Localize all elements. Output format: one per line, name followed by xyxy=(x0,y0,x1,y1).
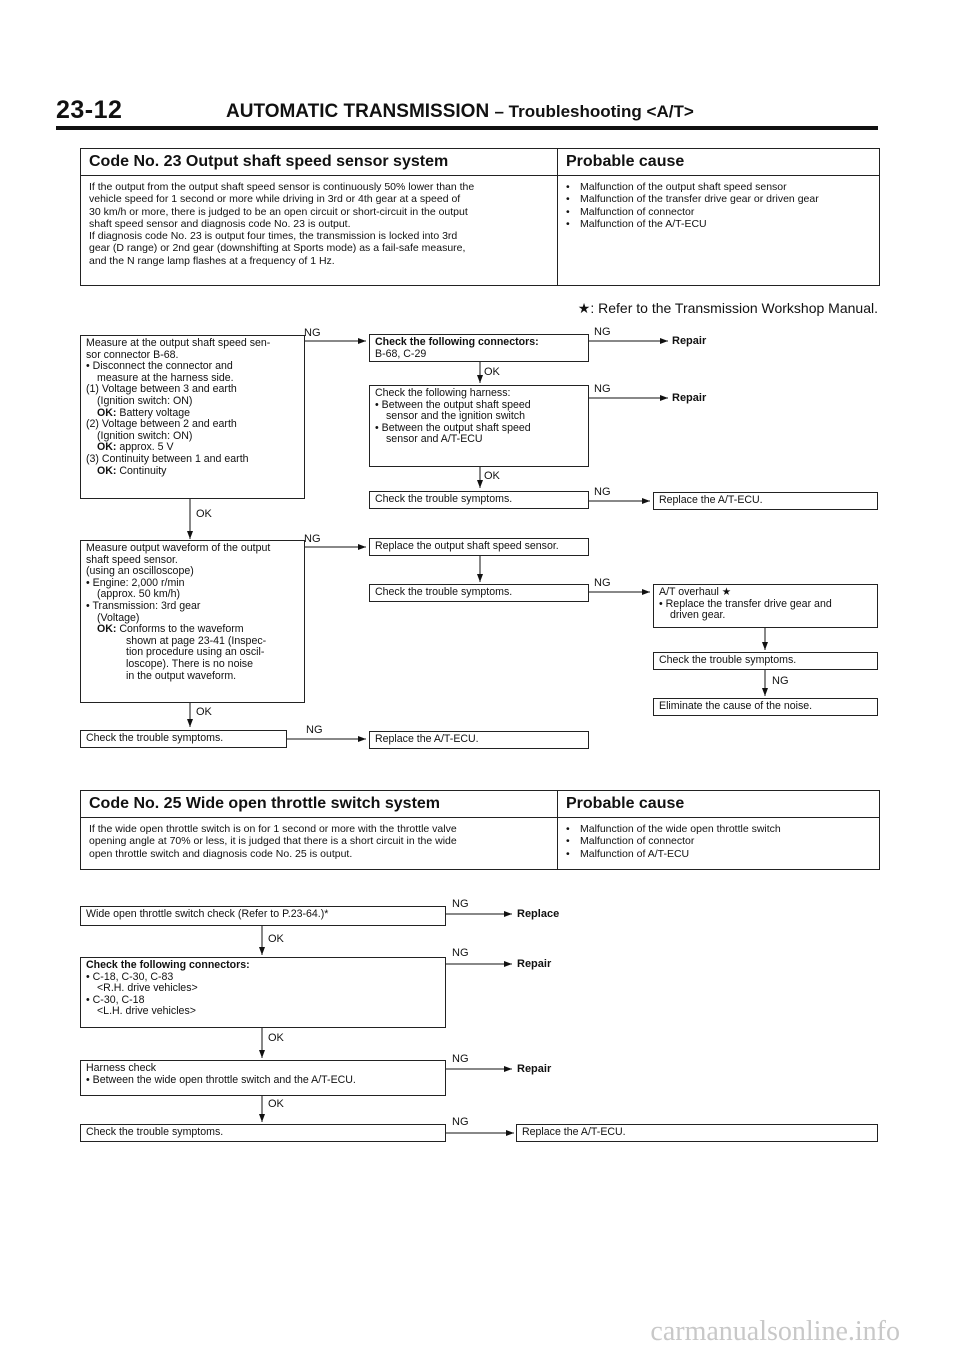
flow23-box-right-replace-ecu xyxy=(653,492,878,510)
cause-item: • Malfunction of the output shaft speed sensor xyxy=(566,181,876,193)
ok-label: OK xyxy=(268,1032,284,1044)
result-replace: Replace xyxy=(517,908,560,920)
bullet-line: • Between the wide open throttle switch and the A/T-ECU. xyxy=(86,1073,356,1086)
ok-line xyxy=(86,624,299,636)
box-text: Check the trouble symptoms. xyxy=(659,654,797,666)
box-text: Replace the A/T-ECU. xyxy=(375,733,479,745)
code23-desc-line: shaft speed sensor and diagnosis code No. 23 is output. xyxy=(89,217,351,230)
box-text: Between the output shaft speed xyxy=(381,421,531,434)
workshop-note: ★: Refer to the Transmission Workshop Manual. xyxy=(577,300,878,316)
box-text: (approx. 50 km/h) xyxy=(97,588,181,601)
ng-label: NG xyxy=(772,675,789,687)
box-text: (1) Voltage between 3 and earth xyxy=(86,383,237,396)
cause-item: • Malfunction of A/T-ECU xyxy=(566,848,876,860)
ng-label: NG xyxy=(594,326,611,338)
flow23-box-check-symptoms-2 xyxy=(369,491,589,509)
box-text: Battery voltage xyxy=(119,406,191,419)
ok-label: OK: xyxy=(97,623,117,636)
flow23-box-eliminate-noise xyxy=(653,698,878,716)
ok-line xyxy=(86,466,299,478)
box-text: Wide open throttle switch check (Refer to P.23-64.)* xyxy=(86,908,329,920)
box-text: Between the wide open throttle switch and the A/T-ECU. xyxy=(92,1073,356,1086)
ok-label: OK xyxy=(484,470,500,482)
code23-desc-line: If diagnosis code No. 23 is output four times, the transmission is locked into 3rd xyxy=(89,230,458,243)
bullet-line: • Between the output shaft speed xyxy=(375,421,531,434)
ng-label: NG xyxy=(452,898,469,910)
box-text: Replace the A/T-ECU. xyxy=(522,1126,626,1138)
cause-item: • Malfunction of the A/T-ECU xyxy=(566,218,876,230)
box-text: Engine: 2,000 r/min xyxy=(92,576,185,589)
box-text: <L.H. drive vehicles> xyxy=(97,1005,196,1018)
box-text: Transmission: 3rd gear xyxy=(92,599,201,612)
bullet-line: • C-18, C-30, C-83 xyxy=(86,970,174,983)
box-text: Harness check xyxy=(86,1062,157,1074)
cause-item: • Malfunction of the transfer drive gear or driven gear xyxy=(566,193,876,205)
cause-item: • Malfunction of connector xyxy=(566,206,876,218)
ng-label: NG xyxy=(594,486,611,498)
box-text: Conforms to the waveform xyxy=(119,623,244,636)
code25-desc-line: open throttle switch and diagnosis code No. 25 is output. xyxy=(89,847,353,860)
bullet-line: • Disconnect the connector and xyxy=(86,360,233,373)
ng-label: NG xyxy=(452,1053,469,1065)
box-text: Check the trouble symptoms. xyxy=(86,732,224,744)
code25-desc-line: If the wide open throttle switch is on for 1 second or more with the throttle valve xyxy=(89,823,457,835)
ok-label: OK xyxy=(268,1098,284,1110)
box-text: Check the trouble symptoms. xyxy=(375,586,513,598)
box-text: C-30, C-18 xyxy=(92,993,145,1006)
box-text: B-68, C-29 xyxy=(375,347,427,360)
flow23-box-measure-waveform xyxy=(80,540,305,703)
box-text: <R.H. drive vehicles> xyxy=(97,982,198,995)
box-text: A/T overhaul ★ xyxy=(659,586,732,598)
bullet-line: • Engine: 2,000 r/min xyxy=(86,576,185,589)
bullet-line: • Replace the transfer drive gear and xyxy=(659,597,832,610)
box-text: (Ignition switch: ON) xyxy=(97,429,193,442)
flow23-box-check-connectors xyxy=(369,334,589,362)
code25-table xyxy=(80,790,880,870)
box-text: Disconnect the connector and xyxy=(92,360,233,373)
code23-desc-line: If the output from the output shaft speed sensor is continuously 50% lower than the xyxy=(89,181,475,193)
box-title: Check the following connectors: xyxy=(375,336,539,348)
code25-causes xyxy=(558,823,882,860)
flow23-box-at-overhaul xyxy=(653,584,878,628)
box-text: (3) Continuity between 1 and earth xyxy=(86,452,249,465)
flow23-box-check-symptoms-3 xyxy=(369,584,589,602)
flow23-box-check-symptoms xyxy=(80,730,287,748)
flow25-box-replace-ecu xyxy=(516,1124,878,1142)
ok-label: OK xyxy=(196,706,212,718)
title-subtitle: – Troubleshooting <A/T> xyxy=(494,102,694,121)
flow25-box-check-symptoms xyxy=(80,1124,446,1142)
bullet-line: • Transmission: 3rd gear xyxy=(86,599,201,612)
box-text: Replace the A/T-ECU. xyxy=(659,494,763,506)
ng-label: NG xyxy=(452,947,469,959)
box-text: Check the trouble symptoms. xyxy=(86,1126,224,1138)
flow23-box-check-harness xyxy=(369,385,589,467)
flow23-box-measure-connector xyxy=(80,335,305,499)
flow25-box-harness-check xyxy=(80,1060,446,1096)
flow25-box-check-connectors xyxy=(80,957,446,1028)
box-text: (Ignition switch: ON) xyxy=(97,394,193,407)
ng-label: NG xyxy=(304,533,321,545)
box-text: shown at page 23-41 (Inspec- xyxy=(126,634,267,647)
code25-cause-header: Probable cause xyxy=(566,795,685,812)
code23-desc-line: 30 km/h or more, there is judged to be an open circuit or short-circuit in the output xyxy=(89,205,468,218)
box-text: Check the trouble symptoms. xyxy=(375,493,513,505)
ok-label: OK xyxy=(484,366,500,378)
result-repair: Repair xyxy=(672,392,707,404)
ng-label: NG xyxy=(304,327,321,339)
code23-desc-line: vehicle speed for 1 second or more while driving in 3rd or 4th gear at a speed of xyxy=(89,193,461,206)
cause-item: • Malfunction of the wide open throttle switch xyxy=(566,823,876,835)
box-text: Measure output waveform of the output xyxy=(86,542,271,554)
page-number: 23-12 xyxy=(56,96,123,124)
box-text: sor connector B-68. xyxy=(86,348,179,361)
ng-label: NG xyxy=(594,577,611,589)
cause-item: • Malfunction of connector xyxy=(566,835,876,847)
ok-label: OK: xyxy=(97,406,117,419)
box-text: (Voltage) xyxy=(97,611,140,624)
result-repair: Repair xyxy=(517,958,552,970)
title-main: AUTOMATIC TRANSMISSION xyxy=(226,101,490,122)
ng-label: NG xyxy=(452,1116,469,1128)
box-text: driven gear. xyxy=(670,609,726,622)
flow23-box-replace-sensor xyxy=(369,538,589,556)
ng-label: NG xyxy=(594,383,611,395)
code25-desc-line: opening angle at 70% or less, it is judged that there is a short circuit in the wide xyxy=(89,835,457,848)
box-text: approx. 5 V xyxy=(119,441,174,454)
ok-label: OK xyxy=(196,508,212,520)
box-text: C-18, C-30, C-83 xyxy=(92,970,174,983)
box-text: (2) Voltage between 2 and earth xyxy=(86,418,237,431)
code23-cause-header: Probable cause xyxy=(566,153,685,170)
code25-header-rule xyxy=(81,817,879,818)
box-title: Check the following connectors: xyxy=(86,959,250,971)
box-text: Check the following harness: xyxy=(375,387,511,399)
bullet-line: • Between the output shaft speed xyxy=(375,398,531,411)
ok-label: OK: xyxy=(97,464,117,477)
bullet-line: • C-30, C-18 xyxy=(86,993,145,1006)
box-text: loscope). There is no noise xyxy=(126,657,254,670)
box-text: sensor and A/T-ECU xyxy=(386,433,483,446)
flow23-box-replace-ecu xyxy=(369,731,589,749)
box-text: in the output waveform. xyxy=(126,669,237,682)
ok-label: OK xyxy=(268,933,284,945)
box-text: shaft speed sensor. xyxy=(86,553,178,566)
box-text: Replace the output shaft speed sensor. xyxy=(375,540,559,552)
box-text: Measure at the output shaft speed sen- xyxy=(86,337,271,349)
box-text: tion procedure using an oscil- xyxy=(126,646,265,659)
ok-label: OK: xyxy=(97,441,117,454)
ng-label: NG xyxy=(306,724,323,736)
code23-desc-line: and the N range lamp flashes at a frequency of 1 Hz. xyxy=(89,254,335,267)
watermark: carmanualsonline.info xyxy=(650,1316,900,1347)
box-text: Replace the transfer drive gear and xyxy=(665,597,832,610)
result-repair: Repair xyxy=(672,335,707,347)
box-text: Between the output shaft speed xyxy=(381,398,531,411)
result-repair: Repair xyxy=(517,1063,552,1075)
box-text: (using an oscilloscope) xyxy=(86,565,194,578)
box-text: measure at the harness side. xyxy=(97,371,234,384)
code23-title: Code No. 23 Output shaft speed sensor system xyxy=(89,153,449,170)
flow23-box-right-check-symptoms xyxy=(653,652,878,670)
box-text: sensor and the ignition switch xyxy=(386,410,525,423)
code25-title: Code No. 25 Wide open throttle switch system xyxy=(89,795,441,812)
flow25-box-switch-check xyxy=(80,906,446,926)
box-text: Continuity xyxy=(119,464,167,477)
code23-desc-line: gear (D range) or 2nd gear (downshifting at Sports mode) as a fail-safe measure, xyxy=(89,242,466,255)
code25-description xyxy=(81,823,557,860)
box-text: Eliminate the cause of the noise. xyxy=(659,700,813,712)
